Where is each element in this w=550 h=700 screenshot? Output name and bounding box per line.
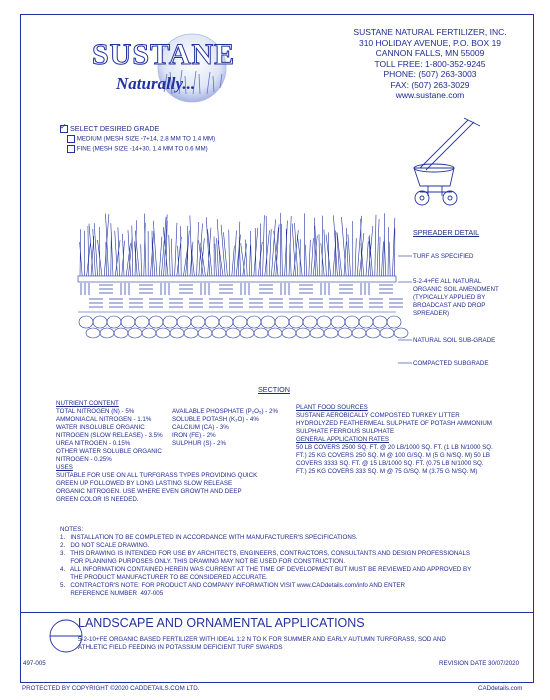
grade-title: SELECT DESIRED GRADE [70,124,160,133]
nutrient-item: SOLUBLE POTASH (K₂O) - 4% [172,416,259,423]
rate-line: FT.) 25 KG COVERS 250 SQ. M @ 100 G/SQ. M (5 G N/SQ. M) 50 LB [296,452,491,459]
nutrient-item: OTHER WATER SOLUBLE ORGANIC [56,448,162,455]
notes-heading: NOTES: [60,526,84,533]
note-line: FOR PLANNING PURPOSES ONLY. THIS DRAWING MAY NOT BE USED FOR CONSTRUCTION. [60,558,346,565]
amendment-line: ORGANIC SOIL AMENDMENT [413,286,499,293]
rate-line: COVERS 3333 SQ. FT. @ 15 LB/1000 SQ. FT. (0.75 LB N/1000 SQ. [296,460,484,467]
nutrient-item: IRON (FE) - 2% [172,432,216,439]
nutrient-item: AMMONIACAL NITROGEN - 1.1% [56,416,152,423]
company-fax: FAX: (507) 263-3029 [390,79,470,90]
nutrient-item: NITROGEN - 0.25% [56,456,112,463]
uses-line: GREEN UP FOLLOWED BY LONG LASTING SLOW RELEASE [56,480,233,487]
reference-number: 497-005 [23,660,46,667]
revision-date: REVISION DATE 30/07/2020 [439,660,520,667]
company-info [330,27,530,101]
amendment-line: (TYPICALLY APPLIED BY [413,294,486,301]
grade-selection [60,124,215,153]
turf-callout: TURF AS SPECIFIED [413,253,474,260]
amendment-line: 5-2-4+FE ALL NATURAL [413,278,482,285]
uses-line: ORGANIC NITROGEN. USE WHERE EVEN GROWTH AND DEEP [56,488,242,495]
note-line: 2. DO NOT SCALE DRAWING. [60,542,150,549]
logo [82,30,242,110]
plant-food-line: SUSTANE AEROBICALLY COMPOSTED TURKEY LITTER [296,412,460,419]
company-website[interactable]: www.sustane.com [395,90,465,100]
check-icon: ✓ [60,122,67,132]
title-block-divider [20,612,533,613]
nutrient-item: CALCIUM (CA) - 3% [172,424,229,431]
note-line: 3. THIS DRAWING IS INTENDED FOR USE BY ARCHITECTS, ENGINEERS, CONTRACTORS, CONSULTANTS AND DESIGN PROFESSIONALS [60,550,471,557]
company-tollfree: TOLL FREE: 1-800-352-9245 [374,58,486,69]
note-line: THE PRODUCT MANUFACTURER TO BE CONSIDERED ACCURATE. [60,574,268,581]
company-city: CANNON FALLS, MN 55009 [375,48,485,58]
nutrient-heading: NUTRIENT CONTENT [56,400,119,407]
section-label: SECTION [258,385,290,394]
spreader-illustration [408,118,498,218]
native-soil-callout: NATURAL SOIL SUB-GRADE [413,337,496,344]
logo-tagline: Naturally... [116,74,196,93]
rate-line: FT.) 25 KG COVERS 333 SQ. M @ 75 G/SQ. M (3.75 G N/SQ. M) [296,468,478,475]
application-rates-heading: GENERAL APPLICATION RATES [296,436,390,443]
copyright-notice: PROTECTED BY COPYRIGHT ©2020 CADDETAILS.COM LTD. [22,685,200,692]
uses-line: SUITABLE FOR USE ON ALL TURFGRASS TYPES PROVIDING QUICK [56,472,258,479]
subtitle-line: ATHLETIC FIELD FEEDING IN POTASSIUM DEFICIENT TURF SWARDS [78,644,283,651]
plant-food-line: SULPHATE FERROUS SULPHATE [296,428,395,435]
nutrient-content-right [172,408,278,448]
grade-medium-label: MEDIUM (MESH SIZE -7+14, 2.8 MM TO 1.4 MM) [76,135,216,143]
amendment-line: SPREADER) [413,310,450,317]
amendment-callout [413,278,499,318]
subgrade-pattern [79,316,408,338]
amendment-line: BROADCAST AND DROP [413,302,486,309]
plant-food-heading: PLANT FOOD SOURCES [296,404,368,411]
subtitle-line: 5-2-10+FE ORGANIC BASED FERTILIZER WITH IDEAL 1:2 N TO K FOR SUMMER AND EARLY AUTUMN TURFGRASS, SOD AND [78,636,446,643]
nutrient-item: TOTAL NITROGEN (N) - 5% [56,408,135,415]
caddetails-brand[interactable]: CADdetails.com [478,685,523,692]
grade-checkbox[interactable] [60,122,68,133]
grade-medium-checkbox[interactable] [67,135,75,143]
drawing-subtitle [78,636,446,652]
plant-food-sources [296,404,493,476]
nutrient-item: NITROGEN (SLOW RELEASE) - 3.5% [56,432,163,439]
notes [60,526,471,598]
note-line: 1. INSTALLATION TO BE COMPLETED IN ACCORDANCE WITH MANUFACTURER'S SPECIFICATIONS. [60,534,358,541]
grade-fine-checkbox[interactable] [67,145,75,153]
note-line: REFERENCE NUMBER 497-005 [60,590,164,597]
rate-line: 50 LB COVERS 2500 SQ. FT. @ 20 LB/1000 SQ. FT. (1 LB N/1000 SQ. [296,444,493,451]
turf-section-drawing [78,212,398,342]
nutrient-item: WATER INSOLUBLE ORGANIC [56,424,145,431]
uses-heading: USES [56,464,73,471]
note-line: 5. CONTRACTOR'S NOTE: FOR PRODUCT AND COMPANY INFORMATION VISIT www.CADdetails.com/info AND ENTER [60,582,405,589]
drawing-title: LANDSCAPE AND ORNAMENTAL APPLICATIONS [78,616,365,630]
amendment-layer [78,276,396,282]
note-line: 4. ALL INFORMATION CONTAINED HEREIN WAS CURRENT AT THE TIME OF DEVELOPMENT BUT MUST BE REVIEWED AND APPROVED BY [60,566,472,573]
uses-line: GREEN COLOR IS NEEDED. [56,496,139,503]
company-phone: PHONE: (507) 263-3003 [383,69,477,79]
company-name: SUSTANE NATURAL FERTILIZER, INC. [353,27,507,37]
nutrient-item: SULPHUR (S) - 2% [172,440,226,447]
company-address: 310 HOLIDAY AVENUE, P.O. BOX 19 [358,37,502,48]
grade-fine-label: FINE (MESH SIZE -14+30, 1.4 MM TO 0.6 MM) [76,145,208,153]
nutrient-item: AVAILABLE PHOSPHATE (P₂O₅) - 2% [172,408,278,415]
nutrient-item: UREA NITROGEN - 0.15% [56,440,131,447]
spreader-detail-label: SPREADER DETAIL [413,228,480,237]
soil-pattern [81,283,403,307]
plant-food-line: HYDROLYZED FEATHERMEAL SULPHATE OF POTASH AMMONIUM [296,420,492,427]
logo-brand: SUSTANE [92,38,236,71]
compacted-callout: COMPACTED SUBGRADE [413,360,489,367]
